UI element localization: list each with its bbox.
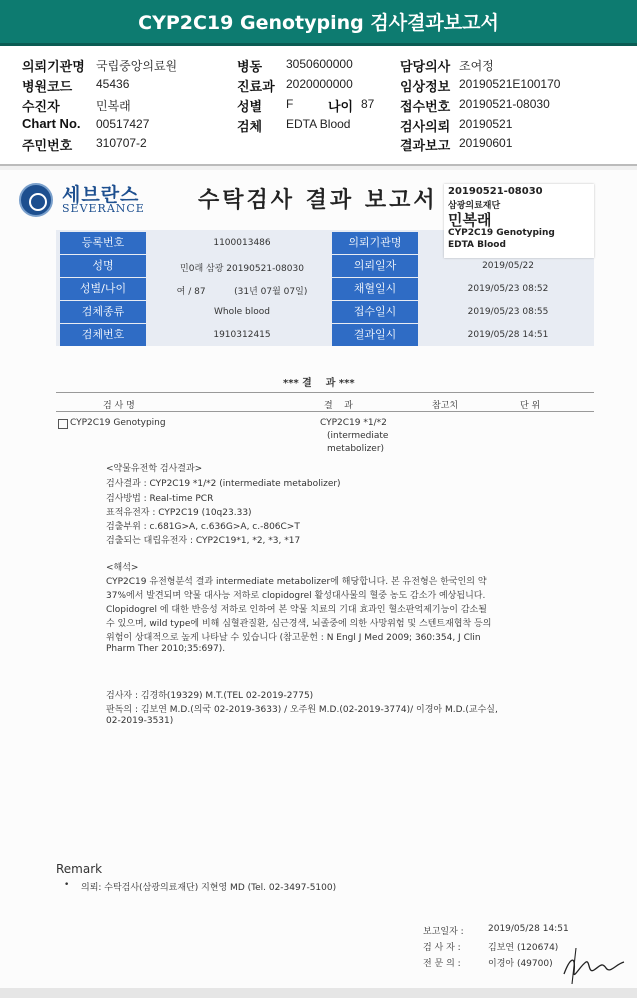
patient-row-label: 검체종류 — [60, 301, 146, 323]
sex-value: F — [286, 97, 294, 111]
sex-label: 성별 — [237, 99, 263, 114]
hospital-label: 의뢰기관명 — [22, 59, 85, 74]
detail-line: 검출부위 : c.681G>A, c.636G>A, c.-806C>T — [106, 522, 300, 532]
chart-label: Chart No. — [22, 116, 81, 131]
detail-line: <약물유전학 검사결과> — [106, 464, 203, 474]
detail-line: 검사결과 : CYP2C19 *1/*2 (intermediate metabolizer) — [106, 479, 341, 489]
patient-row-value: 1100013486 — [213, 238, 271, 248]
report-info-label: 보고일자 : — [423, 927, 464, 937]
dept-label: 진료과 — [237, 79, 275, 94]
interpretation-line: Clopidogrel 에 대한 반응성 저하로 인하여 본 약물 치료의 기대 효과인 혈소판억제기능이 감소될 — [106, 605, 487, 615]
hospcode-label: 병원코드 — [22, 79, 73, 94]
remark-title: Remark — [56, 862, 103, 876]
patient-row-label: 등록번호 — [60, 232, 146, 254]
patient-row-label: 성별/나이 — [60, 278, 146, 300]
signer-line: 검사자 : 김경하(19329) M.T.(TEL 02-2019-2775) — [106, 691, 314, 701]
test-result-line: (intermediate — [327, 431, 389, 441]
doctor-value: 조여정 — [459, 59, 494, 73]
checkbox-icon — [58, 419, 68, 429]
sticker-lab: 삼광의료재단 — [448, 201, 501, 211]
patient-row-label: 검체번호 — [60, 324, 146, 346]
patient-row-value2: 2019/05/28 14:51 — [467, 330, 549, 340]
interpretation-line: 위험이 상대적으로 높게 나타날 수 있습니다 (참고문헌 : N Engl J Med 2009; 360:354, J Clin — [106, 633, 481, 643]
report-info-value: 2019/05/28 14:51 — [488, 924, 569, 934]
report-value: 20190601 — [459, 136, 513, 150]
patient-row-value: 1910312415 — [213, 330, 271, 340]
logo-english: SEVERANCE — [62, 202, 145, 215]
request-value: 20190521 — [459, 117, 513, 131]
column-header: 단 위 — [520, 401, 541, 411]
ward-label: 병동 — [237, 59, 263, 74]
detail-line: 표적유전자 : CYP2C19 (10q23.33) — [106, 508, 252, 518]
header-divider — [0, 164, 637, 166]
specimen-sticker — [444, 184, 594, 258]
interpretation-line: CYP2C19 유전형분석 결과 intermediate metabolizer에 해당합니다. 본 유전형은 한국인의 약 — [106, 577, 487, 587]
remark-text: 의뢰: 수탁검사(삼광의료재단) 지현영 MD (Tel. 02-3497-5100) — [81, 883, 337, 893]
age-label: 나이 — [328, 99, 354, 114]
interpretation-line: <해석> — [106, 563, 139, 573]
detail-line: 검사방법 : Real-time PCR — [106, 494, 214, 504]
report-info-label: 전 문 의 : — [423, 959, 461, 969]
patient-row-label2: 채혈일시 — [332, 278, 418, 300]
patient-row-value2: 2019/05/22 — [482, 261, 534, 271]
detail-line: 검출되는 대립유전자 : CYP2C19*1, *2, *3, *17 — [106, 536, 301, 546]
remark-bullet: • — [64, 880, 70, 890]
patient-value: 민복래 — [96, 99, 131, 113]
jumin-label: 주민번호 — [22, 138, 73, 153]
report-header — [0, 46, 637, 164]
patient-row-value: 여 / 87 (31년 07월 07일) — [176, 287, 308, 297]
report-title: CYP2C19 Genotyping 검사결과보고서 — [0, 0, 637, 46]
results-heading: *** 결 과 *** — [283, 378, 355, 389]
dept-value: 2020000000 — [286, 77, 353, 91]
hospital-value: 국립중앙의료원 — [96, 59, 178, 73]
specimen-value: EDTA Blood — [286, 117, 351, 131]
sticker-test: CYP2C19 Genotyping — [448, 228, 555, 238]
signer-line: 판독의 : 김보연 M.D.(의국 02-2019-3633) / 오주원 M.D.(02-2019-3774)/ 이경아 M.D.(교수실, — [106, 705, 498, 715]
sticker-specimen: EDTA Blood — [448, 240, 506, 250]
report-info-value: 김보연 (120674) — [488, 943, 559, 953]
column-header: 검 사 명 — [103, 401, 135, 411]
patient-row-value2: 2019/05/23 08:52 — [467, 284, 549, 294]
results-header-rule — [56, 411, 594, 412]
test-result-line: CYP2C19 *1/*2 — [320, 418, 387, 428]
test-result-line: metabolizer) — [327, 444, 385, 454]
specimen-label: 검체 — [237, 119, 263, 134]
jumin-value: 310707-2 — [96, 136, 147, 150]
doctor-label: 담당의사 — [400, 59, 451, 74]
ward-value: 3050600000 — [286, 57, 353, 71]
clinical-value: 20190521E100170 — [459, 77, 561, 91]
report-info-value: 이경아 (49700) — [488, 959, 553, 969]
footer-strip — [0, 988, 637, 998]
patient-row-label2: 의뢰일자 — [332, 255, 418, 277]
test-name: CYP2C19 Genotyping — [70, 418, 166, 428]
signer-line: 02-2019-3531) — [106, 716, 174, 726]
sticker-receipt: 20190521-08030 — [448, 186, 543, 197]
column-header: 참고치 — [432, 401, 459, 411]
results-top-rule — [56, 392, 594, 393]
column-header: 결 과 — [324, 401, 353, 411]
patient-label: 수진자 — [22, 99, 60, 114]
receipt-label: 접수번호 — [400, 99, 451, 114]
clinical-label: 임상정보 — [400, 79, 451, 94]
sticker-patient: 민복래 — [448, 211, 492, 229]
patient-row-value2: 2019/05/23 08:55 — [467, 307, 549, 317]
interpretation-line: 수 있으며, wild type에 비해 심혈관질환, 심근경색, 뇌졸중에 의한 사망위험 및 스텐트재협착 등의 — [106, 619, 492, 629]
chart-value: 00517427 — [96, 117, 150, 131]
interpretation-line: 37%에서 발견되며 약물 대사능 저하로 clopidogrel 활성대사물의 혈중 농도 감소가 예상됩니다. — [106, 591, 486, 601]
interpretation-line: Pharm Ther 2010;35:697). — [106, 644, 226, 654]
document-heading: 수탁검사 결과 보고서 — [198, 188, 438, 213]
age-value: 87 — [361, 97, 375, 111]
logo-korean: 세브란스 — [62, 184, 140, 206]
patient-row-label2: 의뢰기관명 — [332, 232, 418, 254]
patient-row-label2: 접수일시 — [332, 301, 418, 323]
patient-row-label2: 결과일시 — [332, 324, 418, 346]
signature-icon — [560, 944, 630, 986]
report-info-label: 검 사 자 : — [423, 943, 461, 953]
report-label: 결과보고 — [400, 138, 451, 153]
severance-logo-icon — [19, 183, 53, 217]
hospcode-value: 45436 — [96, 77, 130, 91]
patient-row-value: Whole blood — [214, 307, 270, 317]
request-label: 검사의뢰 — [400, 119, 451, 134]
receipt-value: 20190521-08030 — [459, 97, 550, 111]
patient-row-value: 민0래 삼광 20190521-08030 — [180, 264, 304, 274]
patient-row-label: 성명 — [60, 255, 146, 277]
